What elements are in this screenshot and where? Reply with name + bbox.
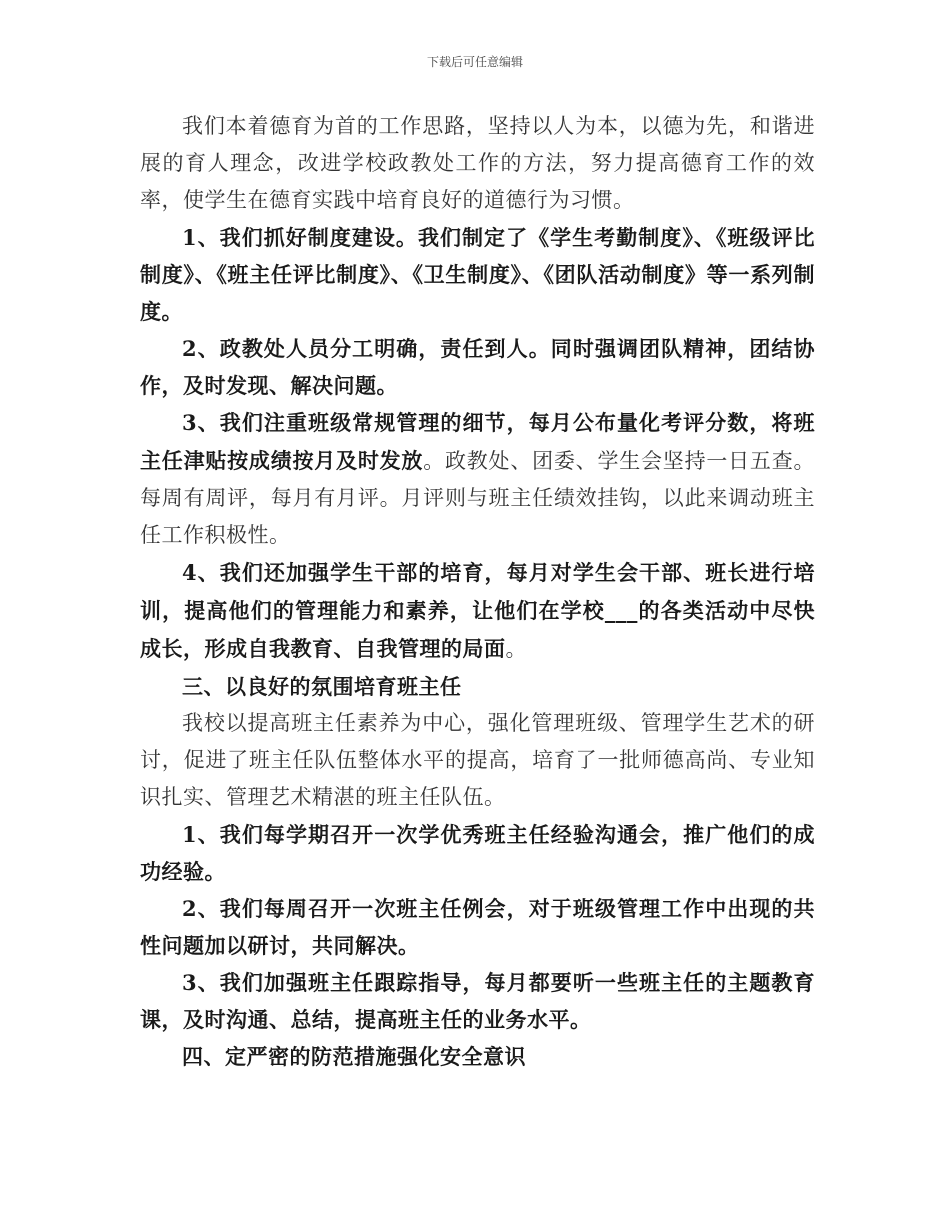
item-4-plain-text: 。: [505, 637, 527, 661]
item-3-plain-text: 。政教处、团委、学生会坚持一日五查。每周有周评，每月有月评。月评则与班主任绩效挂钩，以此来调动班主任工作积极性。: [140, 449, 816, 547]
section-3-item-1: 1、我们每学期召开一次学优秀班主任经验沟通会，推广他们的成功经验。: [140, 822, 815, 884]
page-header: 下载后可任意编辑: [426, 55, 523, 69]
section-3-intro: 我校以提高班主任素养为中心，强化管理班级、管理学生艺术的研讨，促进了班主任队伍整体水平的提高，培育了一批师德高尚、专业知识扎实、管理艺术精湛的班主任队伍。: [140, 711, 815, 809]
item-2-division-of-labor: 2、政教处人员分工明确，责任到人。同时强调团队精神，团结协作，及时发现、解决问题。: [140, 336, 815, 398]
intro-paragraph: 我们本着德育为首的工作思路，坚持以人为本，以德为先，和谐进展的育人理念，改进学校政教处工作的方法，努力提高德育工作的效率，使学生在德育实践中培育良好的道德行为习惯。: [140, 114, 815, 212]
section-3-heading: 三、以良好的氛围培育班主任: [182, 674, 462, 699]
item-4-student-cadres: [140, 554, 815, 668]
item-1-system-building: 1、我们抓好制度建设。我们制定了《学生考勤制度》、《班级评比制度》、《班主任评比制度》、《卫生制度》、《团队活动制度》等一系列制度。: [140, 225, 815, 324]
section-4-heading: 四、定严密的防范措施强化安全意识: [182, 1044, 526, 1069]
item-3-bold-text: 3、我们注重班级常规管理的细节，每月公布量化考评分数，将班主任津贴按成绩按月及时发放: [140, 410, 815, 473]
section-3-item-2: 2、我们每周召开一次班主任例会，对于班级管理工作中出现的共性问题加以研讨，共同解决。: [140, 896, 815, 958]
item-4-bold-text: 4、我们还加强学生干部的培育，每月对学生会干部、班长进行培训，提高他们的管理能力和素养，让他们在学校___的各类活动中尽快成长，形成自我教育、自我管理的局面: [140, 560, 815, 661]
section-3-item-3: 3、我们加强班主任跟踪指导，每月都要听一些班主任的主题教育课，及时沟通、总结，提高班主任的业务水平。: [140, 970, 815, 1032]
item-3-class-management: [140, 404, 815, 554]
document-body: [140, 108, 815, 1075]
